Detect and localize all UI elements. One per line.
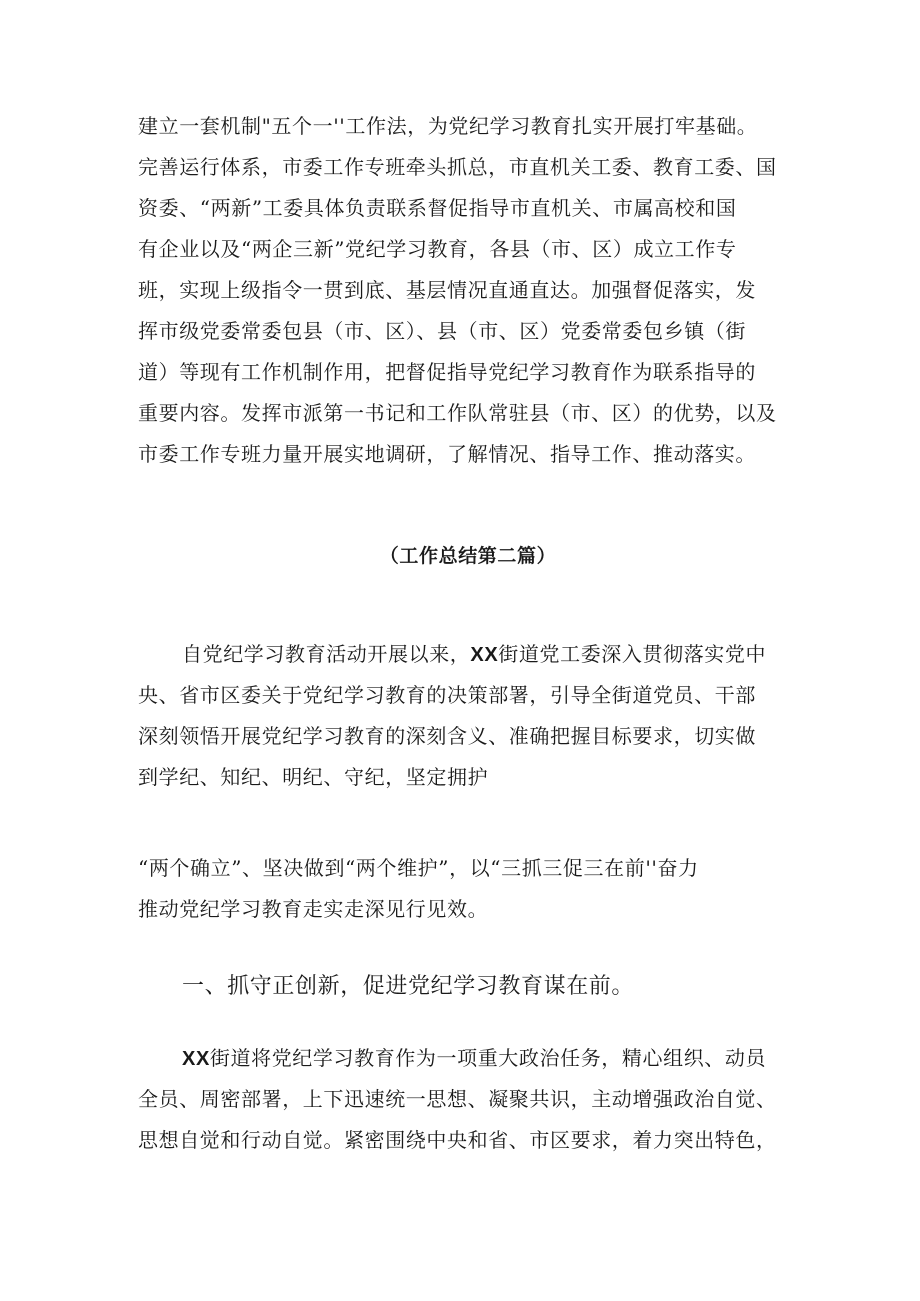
- document-subtitle: （工作总结第二篇）: [379, 545, 557, 567]
- paragraph-task: [138, 1038, 798, 1161]
- text-line: 推动党纪学习教育走实走深见行见效。: [138, 897, 489, 921]
- text-line: 建立一套机制"五个一''工作法，为党纪学习教育扎实开展打牢基础。: [138, 114, 758, 138]
- section-heading: 一、抓守正创新，促进党纪学习教育谋在前。: [182, 974, 635, 999]
- text-line: 完善运行体系，市委工作专班牵头抓总，市直机关工委、教育工委、国: [138, 155, 777, 179]
- text-line: “两个确立”、坚决做到“两个维护”，以“三抓三促三在前''奋力: [138, 856, 699, 880]
- text-line: 到学纪、知纪、明纪、守纪，坚定拥护: [138, 765, 489, 789]
- placeholder-xx: XX: [470, 644, 499, 666]
- paragraph-intro: [138, 634, 798, 798]
- text-line: 挥市级党委常委包县（市、区）、县（市、区）党委常委包乡镇（街: [138, 319, 746, 343]
- text-line: 市委工作专班力量开展实地调研，了解情况、指导工作、推动落实。: [138, 442, 756, 466]
- text-fragment: 街道将党纪学习教育作为一项重大政治任务，精心组织、动员: [209, 1046, 767, 1070]
- text-line: 重要内容。发挥市派第一书记和工作队常驻县（市、区）的优势，以及: [138, 401, 777, 425]
- text-line: 深刻领悟开展党纪学习教育的深刻含义、准确把握目标要求，切实做: [138, 724, 756, 748]
- section-heading-block: [138, 966, 798, 1007]
- paragraph-continuation: [138, 848, 798, 930]
- text-line: [138, 634, 798, 675]
- text-line: 全员、周密部署，上下迅速统一思想、凝聚共识，主动增强政治自觉、: [138, 1087, 777, 1111]
- text-fragment: 自党纪学习教育活动开展以来，: [182, 642, 471, 666]
- text-line: [138, 1038, 798, 1079]
- text-line: 思想自觉和行动自觉。紧密围绕中央和省、市区要求，着力突出特色，: [138, 1128, 777, 1152]
- text-line: 有企业以及“两企三新”党纪学习教育，各县（市、区）成立工作专: [138, 237, 737, 261]
- text-line: 道）等现有工作机制作用，把督促指导党纪学习教育作为联系指导的: [138, 360, 756, 384]
- section-title-block: [138, 536, 798, 577]
- text-line: 班，实现上级指令一贯到底、基层情况直通直达。加强督促落实，发: [138, 278, 756, 302]
- text-fragment: 街道党工委深入贯彻落实党中: [498, 642, 767, 666]
- text-line: 资委、“两新”工委具体负责联系督促指导市直机关、市属高校和国: [138, 196, 737, 220]
- paragraph-mechanism: [138, 106, 798, 475]
- text-line: 央、省市区委关于党纪学习教育的决策部署，引导全街道党员、干部: [138, 683, 756, 707]
- placeholder-xx: XX: [182, 1048, 210, 1070]
